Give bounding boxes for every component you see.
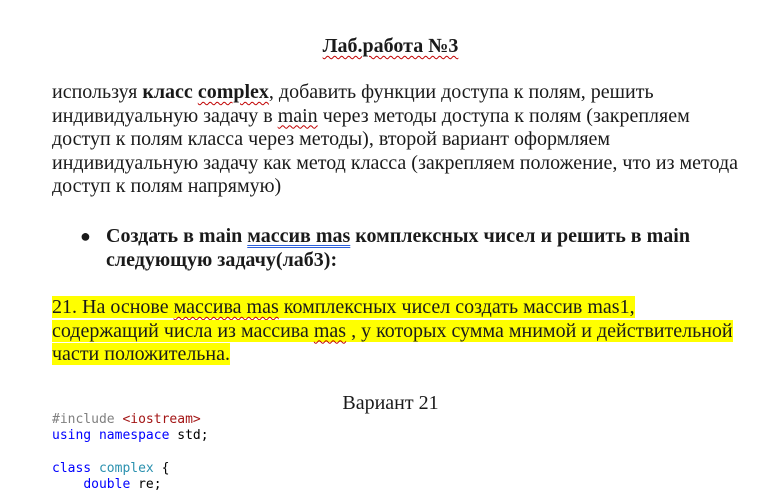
intro-paragraph: используя класс complex, добавить функции доступа к полям, решить индивидуальную задачу в main через методы доступа к полям (закрепляем доступ к полям класса через методы), второй вариант оформляем индивидуальную задачу как метод класса (закрепляем положение, что из метода доступ к полям напрямую)	[52, 81, 739, 197]
main-word: main	[277, 104, 318, 127]
complex-keyword: complex	[197, 81, 269, 103]
task-paragraph: 21. На основе массива mas комплексных чисел создать массив mas1, содержащий числа из массива mas , у которых сумма мнимой и действительной части положительна.	[52, 296, 733, 365]
document-title: Лаб.работа №3	[322, 35, 459, 57]
code-line-4: class complex {	[52, 460, 170, 476]
bullet-dot-icon: ●	[80, 226, 91, 246]
variant-heading: Вариант 21	[342, 392, 439, 414]
massiv-mas-phrase: массив mas	[247, 225, 351, 247]
code-line-5: double re;	[83, 477, 162, 493]
massiva-mas-phrase: массива mas	[173, 296, 279, 318]
code-block	[52, 412, 209, 493]
bullet-text: Создать в main массив mas комплексных чисел и решить в main следующую задачу(лаб3):	[106, 225, 690, 271]
task-number: 21.	[52, 296, 77, 318]
code-line-1: #include <iostream>	[52, 412, 201, 427]
code-line-2: using namespace std;	[52, 428, 209, 444]
mas-word: mas	[313, 319, 347, 342]
